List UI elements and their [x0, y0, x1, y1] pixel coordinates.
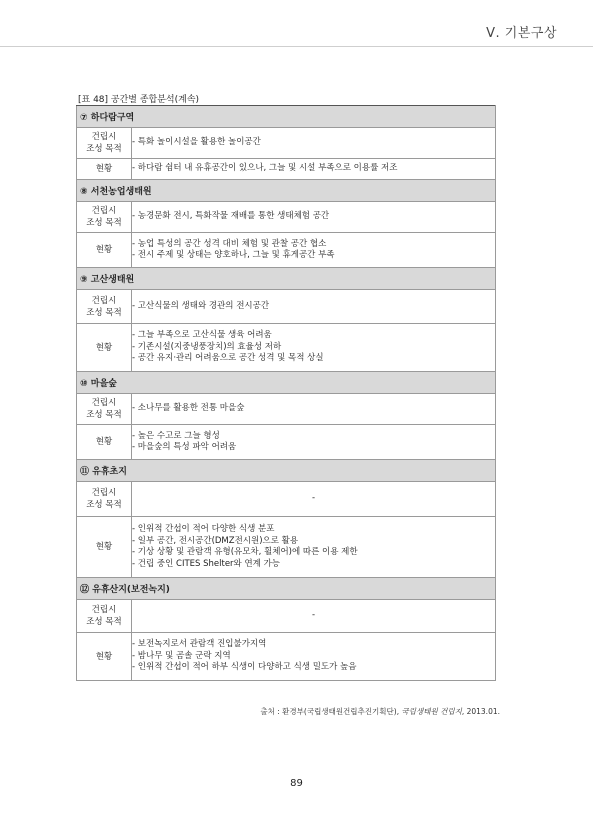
- running-head: Ⅴ. 기본구상: [486, 26, 557, 41]
- purpose-label-line: 건립시: [91, 206, 117, 216]
- purpose-label-line: 조성 목적: [86, 410, 122, 420]
- header-divider: [0, 46, 593, 47]
- purpose-label-line: 조성 목적: [86, 144, 122, 154]
- status-line: - 그늘 부족으로 고산식물 생육 어려움: [132, 330, 272, 341]
- purpose-row: [77, 482, 496, 517]
- purpose-label: [77, 600, 132, 633]
- status-line: - 공간 유지·관리 어려움으로 공간 성격 및 목적 상실: [132, 353, 324, 364]
- purpose-row: [77, 290, 496, 324]
- status-row: [77, 425, 496, 460]
- status-line: - 인위적 간섭이 적어 다양한 식생 분포: [132, 524, 275, 534]
- analysis-table: [76, 105, 496, 681]
- status-row: [77, 633, 496, 681]
- purpose-label-line: 건립시: [91, 398, 117, 408]
- status-row: [77, 159, 496, 180]
- source-note: 출처 : 환경부(국립생태원건립추진기획단), 국립생태원 건립지, 2013.01.: [260, 707, 500, 716]
- section-title: ⑨ 고산생태원: [77, 268, 496, 290]
- source-title: 국립생태원 건립지: [401, 707, 462, 716]
- purpose-label-line: 건립시: [91, 295, 117, 306]
- status-content: [132, 159, 496, 180]
- status-label: 현황: [77, 233, 132, 268]
- page-number: 89: [290, 778, 303, 789]
- purpose-label-line: 건립시: [91, 132, 117, 142]
- purpose-line: -: [311, 493, 316, 504]
- purpose-content: [132, 290, 496, 324]
- section-title: ⑦ 하다람구역: [77, 106, 496, 128]
- purpose-label: [77, 128, 132, 159]
- status-line: - 일부 공간, 전시공간(DMZ전시원)으로 활용: [132, 535, 299, 546]
- purpose-content: [132, 482, 496, 517]
- purpose-label-line: 조성 목적: [86, 218, 122, 228]
- status-line: - 마을숲의 특성 파악 어려움: [132, 442, 237, 452]
- status-label: 현황: [77, 425, 132, 460]
- section-header: [77, 180, 496, 202]
- section-title: ⑪ 유휴초지: [77, 460, 496, 482]
- status-row: [77, 517, 496, 578]
- status-line: - 기상 상황 및 관람객 유형(유모차, 휠체어)에 따른 이용 제한: [132, 547, 358, 557]
- status-line: - 하다람 쉼터 내 유휴공간이 있으나, 그늘 및 시설 부족으로 이용률 저조: [132, 163, 398, 174]
- status-content: [132, 425, 496, 460]
- purpose-content: [132, 128, 496, 159]
- table-caption: [표 48] 공간별 종합분석(계속): [78, 95, 200, 105]
- purpose-content: [132, 202, 496, 233]
- purpose-label: [77, 482, 132, 517]
- purpose-row: [77, 394, 496, 425]
- purpose-label-line: 조성 목적: [86, 500, 122, 510]
- purpose-content: [132, 394, 496, 425]
- purpose-label-line: 조성 목적: [86, 617, 122, 627]
- purpose-line: -: [311, 610, 316, 621]
- status-line: - 건립 중인 CITES Shelter와 연계 가능: [132, 558, 281, 569]
- status-content: [132, 517, 496, 578]
- section-header: [77, 578, 496, 600]
- status-line: - 높은 수고로 그늘 형성: [132, 430, 220, 441]
- purpose-label-line: 건립시: [91, 488, 117, 498]
- purpose-row: [77, 202, 496, 233]
- purpose-row: [77, 128, 496, 159]
- purpose-label-line: 조성 목적: [86, 307, 122, 318]
- purpose-label: [77, 394, 132, 425]
- section-header: [77, 106, 496, 128]
- section-header: [77, 460, 496, 482]
- purpose-line: - 특화 놀이시설을 활용한 놀이공간: [132, 137, 261, 148]
- status-content: [132, 633, 496, 681]
- section-title: ⑩ 마을숲: [77, 372, 496, 394]
- section-title: ⑧ 서천농업생태원: [77, 180, 496, 202]
- status-content: [132, 324, 496, 372]
- status-content: [132, 233, 496, 268]
- status-line: - 기존시설(지중냉풍장치)의 효율성 저하: [132, 341, 282, 352]
- status-row: [77, 324, 496, 372]
- status-line: - 전시 주제 및 상태는 양호하나, 그늘 및 휴게공간 부족: [132, 250, 335, 260]
- purpose-label: [77, 290, 132, 324]
- purpose-content: [132, 600, 496, 633]
- purpose-label: [77, 202, 132, 233]
- status-line: - 보전녹지로서 관람객 진입불가지역: [132, 639, 267, 650]
- purpose-line: - 농경문화 전시, 특화작물 재배를 통한 생태체험 공간: [132, 211, 330, 222]
- section-title: ⑫ 유휴산지(보전녹지): [77, 578, 496, 600]
- status-line: - 밤나무 및 곰솔 군락 지역: [132, 650, 231, 661]
- section-header: [77, 268, 496, 290]
- status-line: - 인위적 간섭이 적어 하부 식생이 다양하고 식생 밀도가 높음: [132, 662, 357, 673]
- purpose-row: [77, 600, 496, 633]
- status-label: 현황: [77, 324, 132, 372]
- purpose-label-line: 건립시: [91, 605, 117, 615]
- status-label: 현황: [77, 633, 132, 681]
- purpose-line: - 고산식물의 생태와 경관의 전시공간: [132, 300, 270, 311]
- purpose-line: - 소나무를 활용한 전통 마을숲: [132, 403, 245, 414]
- status-label: 현황: [77, 517, 132, 578]
- status-label: 현황: [77, 159, 132, 180]
- status-line: - 농업 특성의 공간 성격 대비 체험 및 관찰 공간 협소: [132, 238, 327, 249]
- section-header: [77, 372, 496, 394]
- status-row: [77, 233, 496, 268]
